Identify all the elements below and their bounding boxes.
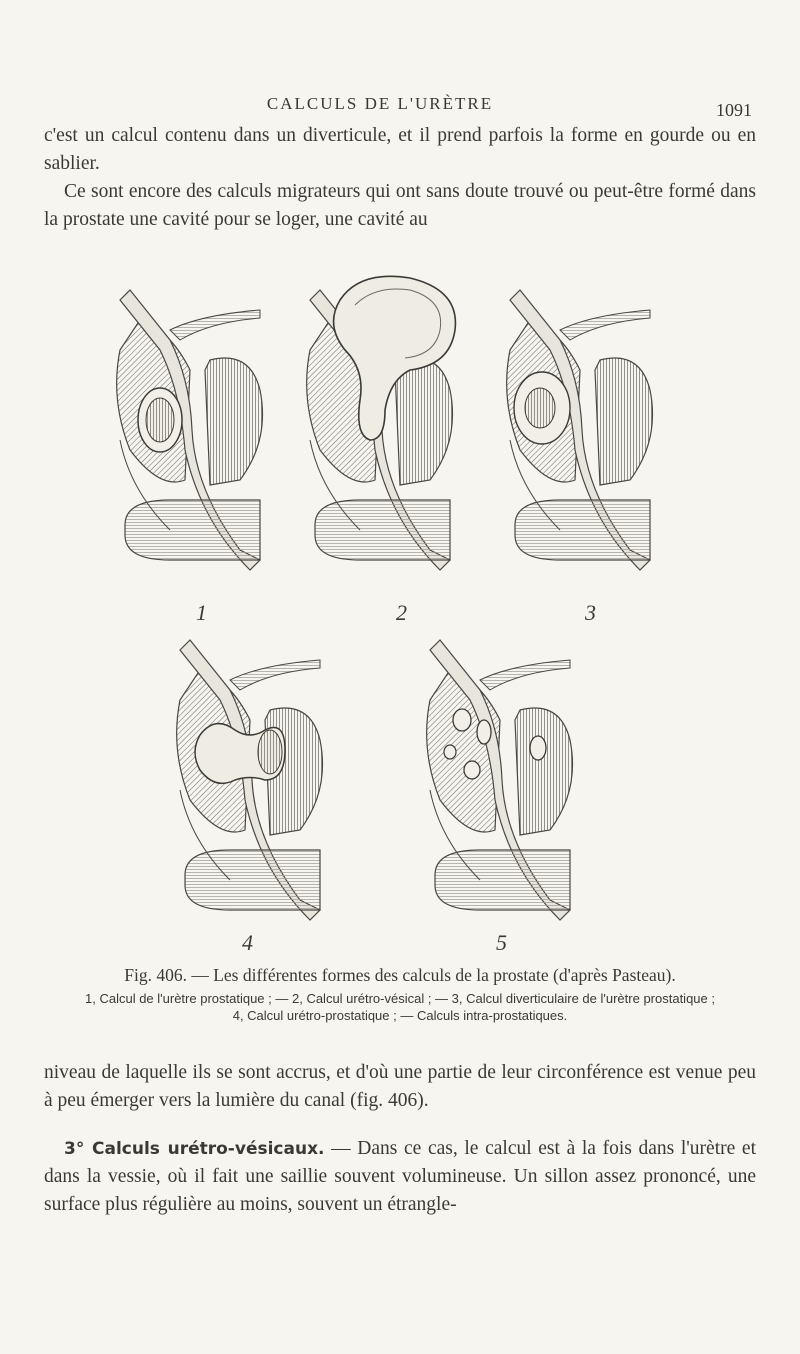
- figure-caption: Fig. 406. — Les différentes formes des calculs de la prostate (d'après Pasteau).: [124, 965, 676, 985]
- figure-label-2: 2: [396, 600, 407, 625]
- figure-label-5: 5: [496, 930, 507, 955]
- section-heading: 3° Calculs urétro-vésicaux.: [64, 1139, 325, 1159]
- legend-line: 4, Calcul urétro-prostatique ; — Calculs intra-prostatiques.: [232, 1008, 568, 1023]
- running-title: CALCULS DE L'URÈTRE: [266, 94, 494, 113]
- figure-2-drawing: [307, 276, 456, 570]
- legend-line: 1, Calcul de l'urètre prostatique ; — 2, Calcul urétro-vésical ; — 3, Calcul diverticulaire de l'urètre prostatique ;: [85, 991, 715, 1006]
- paragraph-continuation: [44, 1059, 756, 1115]
- figure-label-1: 1: [196, 600, 207, 625]
- figure-3-drawing: [507, 290, 653, 570]
- figure-406: [0, 270, 800, 960]
- running-head: [0, 94, 800, 120]
- figure-1-drawing: [117, 290, 263, 570]
- figure-label-4: 4: [242, 930, 253, 955]
- page-number: 1091: [716, 100, 752, 120]
- paragraph-text: niveau de laquelle ils se sont accrus, et d'où une partie de leur circonférence est venue peu à peu émerger vers la lumière du canal (fig. 406).: [44, 1062, 756, 1111]
- paragraph-section-3: [44, 1135, 756, 1219]
- figure-5-drawing: [427, 640, 573, 920]
- paragraph-text: Ce sont encore des calculs migrateurs qui ont sans doute trouvé ou peut-être formé dans la prostate une cavité pour se loger, une cavité au: [44, 181, 756, 230]
- figure-4-drawing: [177, 640, 323, 920]
- paragraph-text: — Dans ce cas, le calcul est à la fois dans l'urètre et dans la vessie, où il fait une saillie souvent volumineuse. Un sillon assez prononcé, une surface plus régulière au moins, souvent un étrangle-: [44, 1138, 756, 1215]
- figure-legend: [40, 990, 760, 1024]
- paragraph-intro: [44, 122, 756, 234]
- figure-label-3: 3: [585, 600, 596, 625]
- paragraph-text: c'est un calcul contenu dans un diverticule, et il prend parfois la forme en gourde ou en sablier.: [44, 125, 756, 174]
